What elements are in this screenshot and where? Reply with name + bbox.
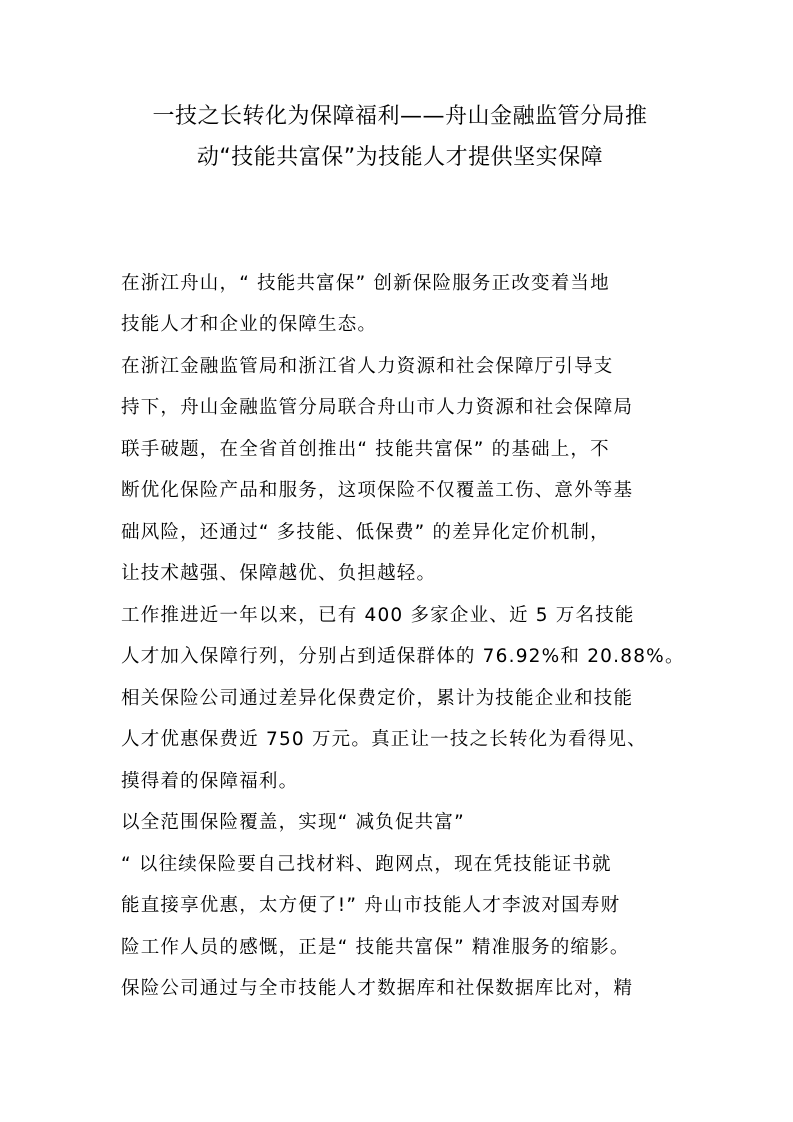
body-line-18: 保险公司通过与全市技能人才数据库和社保数据库比对，精 [121, 978, 634, 999]
body-line-13: 摸得着的保障福利。 [121, 771, 299, 792]
article-title-line-1: 一技之长转化为保障福利——舟山金融监管分局推 [152, 104, 648, 129]
body-line-4: 持下，舟山金融监管分局联合舟山市人力资源和社会保障局 [121, 397, 634, 418]
body-line-3: 在浙江金融监管局和浙江省人力资源和社会保障厅引导支 [121, 356, 614, 377]
body-line-15: “ 以往续保险要自己找材料、跑网点，现在凭技能证书就 [121, 854, 612, 875]
body-line-12: 人才优惠保费近 750 万元。真正让一技之长转化为看得见、 [121, 729, 647, 750]
body-line-2: 技能人才和企业的保障生态。 [121, 314, 378, 335]
body-line-17: 险工作人员的感慨，正是“ 技能共富保” 精准服务的缩影。 [121, 937, 630, 958]
article-title-line-2: 动“技能共富保”为技能人才提供坚实保障 [196, 145, 604, 170]
body-line-8: 让技术越强、保障越优、负担越轻。 [121, 563, 437, 584]
body-line-5: 联手破题，在全省首创推出“ 技能共富保” 的基础上，不 [121, 439, 610, 460]
body-line-6: 断优化保险产品和服务，这项保险不仅覆盖工伤、意外等基 [121, 480, 634, 501]
body-line-11: 相关保险公司通过差异化保费定价，累计为技能企业和技能 [121, 688, 634, 709]
body-line-16: 能直接享优惠，太方便了!” 舟山市技能人才李波对国寿财 [121, 895, 621, 916]
body-line-14: 以全范围保险覆盖，实现“ 减负促共富” [121, 812, 465, 833]
body-line-7: 础风险，还通过“ 多技能、低保费” 的差异化定价机制， [121, 522, 610, 543]
body-line-1: 在浙江舟山，“ 技能共富保” 创新保险服务正改变着当地 [121, 273, 610, 294]
body-line-9: 工作推进近一年以来，已有 400 多家企业、近 5 万名技能 [121, 605, 635, 626]
body-line-10: 人才加入保障行列，分别占到适保群体的 76.92%和 20.88%。 [121, 646, 685, 667]
